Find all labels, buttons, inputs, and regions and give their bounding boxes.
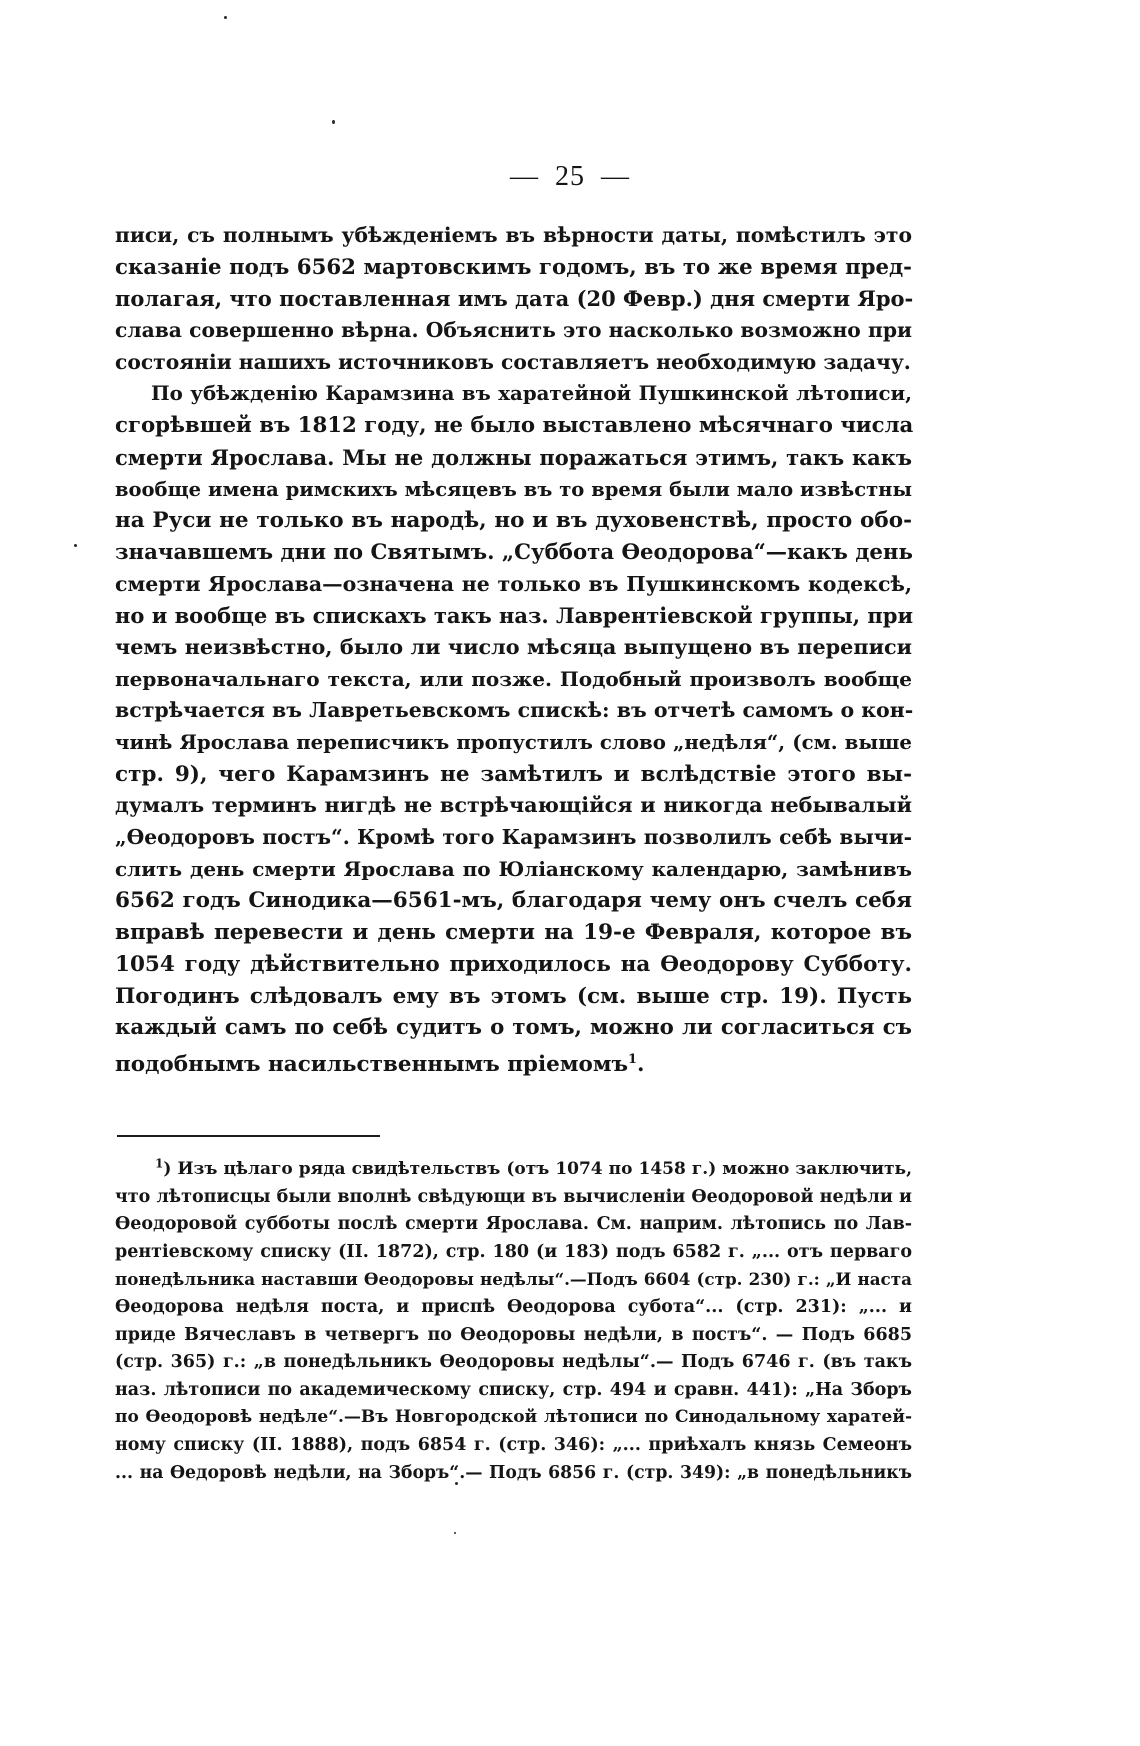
text-line: первоначальнаго текста, или позже. Подобный произволъ вообще <box>115 666 912 691</box>
footnote-line: наз. лѣтописи по академическому списку, стр. 494 и сравн. 441): „На Зборъ <box>115 1379 912 1400</box>
footnote-line: Ѳеодоровой субботы послѣ смерти Ярослава. См. наприм. лѣтопись по Лав- <box>115 1214 912 1235</box>
text-line: вообще имена римскихъ мѣсяцевъ въ то время были мало извѣстны <box>115 477 912 501</box>
footnote-line: что лѣтописцы были вполнѣ свѣдующи въ вычисленіи Ѳеодоровой недѣли и <box>115 1186 912 1207</box>
text-line: смерти Ярослава—означена не только въ Пушкинскомъ кодексѣ, <box>115 571 912 596</box>
text-line: встрѣчается въ Лавретьевскомъ спискѣ: въ отчетѣ самомъ о кон- <box>115 698 914 723</box>
footnote-marker: 1 <box>155 1156 164 1171</box>
text-line: значавшемъ дни по Святымъ. „Суббота Ѳеодорова“—какъ день <box>115 539 913 565</box>
text-line: 6562 годъ Синодика—6561-мъ, благодаря чему онъ счелъ себя <box>115 888 912 914</box>
footnote-line: Ѳеодорова недѣля поста, и приспѣ Ѳеодорова субота“... (стр. 231): „... и <box>115 1296 912 1317</box>
footnote-line-text: ) Изъ цѣлаго ряда свидѣтельствъ (отъ 1074 по 1458 г.) можно заключить, <box>163 1159 912 1179</box>
text-line: смерти Ярослава. Мы не должны поражаться этимъ, такъ какъ <box>115 444 912 470</box>
footnote <box>115 1156 912 1487</box>
page-number: 25 <box>555 161 585 192</box>
header-dash-right: — <box>601 161 630 192</box>
text-line: стр. 9), чего Карамзинъ не замѣтилъ и вслѣдствіе этого вы- <box>115 761 912 787</box>
print-speck <box>224 16 227 19</box>
text-line: вправѣ перевести и день смерти на 19-е Февраля, которое въ <box>115 920 912 946</box>
text-line: на Руси не только въ народѣ, но и въ духовенствѣ, просто обо- <box>115 508 912 534</box>
page-number-header <box>0 157 1140 197</box>
text-line: думалъ терминъ нигдѣ не встрѣчающійся и никогда небывалый <box>115 793 912 818</box>
text-line-final <box>115 1044 912 1076</box>
header-dash-left: — <box>510 161 539 192</box>
text-line: полагая, что поставленная имъ дата (20 Февр.) дня смерти Яро- <box>115 286 914 312</box>
text-line: состояніи нашихъ источниковъ составляетъ необходимую задачу. <box>115 349 911 374</box>
text-line: слава совершенно вѣрна. Объяснить это насколько возможно при <box>115 318 912 343</box>
final-line-text: подобнымъ насильственнымъ пріемомъ <box>115 1052 628 1078</box>
print-speck <box>454 1532 456 1534</box>
print-speck <box>332 120 335 124</box>
footnote-line: по Ѳеодоровѣ недѣле“.—Въ Новгородской лѣтописи по Синодальному харатей- <box>115 1407 912 1428</box>
footnote-line: рентіевскому списку (II. 1872), стр. 180 (и 183) подъ 6582 г. „... отъ перваго <box>115 1241 912 1262</box>
text-line: Погодинъ слѣдовалъ ему въ этомъ (см. выше стр. 19). Пусть <box>115 983 912 1009</box>
text-line: сказаніе подъ 6562 мартовскимъ годомъ, въ то же время пред- <box>115 254 912 280</box>
footnote-line: (стр. 365) г.: „в понедѣльникъ Ѳеодоровы недѣлы“.— Подъ 6746 г. (въ такъ <box>115 1352 912 1373</box>
footnote-separator <box>117 1135 380 1137</box>
text-line: но и вообще въ спискахъ такъ наз. Лаврентіевской группы, при <box>115 603 914 629</box>
footnote-line: приде Вячеславъ в четвергъ по Ѳеодоровы недѣли, в постъ“. — Подъ 6685 <box>115 1324 912 1345</box>
text-line: сгорѣвшей въ 1812 году, не было выставлено мѣсячнаго числа <box>115 413 914 439</box>
text-line: чемъ неизвѣстно, было ли число мѣсяца выпущено въ переписи <box>115 634 912 659</box>
text-line: каждый самъ по себѣ судитъ о томъ, можно ли согласиться съ <box>115 1015 912 1041</box>
footnote-line: понедѣльника наставши Ѳеодоровы недѣлы“.—Подъ 6604 (стр. 230) г.: „И наста <box>115 1269 912 1290</box>
footnote-line: ному списку (II. 1888), подъ 6854 г. (стр. 346): „... приѣхалъ князь Семеонъ <box>115 1434 912 1455</box>
text-line: По убѣжденію Карамзина въ харатейной Пушкинской лѣтописи, <box>151 381 912 406</box>
footnote-line: ... на Ѳедоровѣ недѣли, на Зборъ“.— Подъ 6856 г. (стр. 349): „в понедѣльникъ <box>115 1462 912 1483</box>
text-line: писи, съ полнымъ убѣжденіемъ въ вѣрности даты, помѣстилъ это <box>115 223 912 247</box>
text-line: чинѣ Ярослава переписчикъ пропустилъ слово „недѣля“, (см. выше <box>115 730 912 754</box>
text-line: 1054 году дѣйствительно приходилось на Ѳеодорову Субботу. <box>115 951 912 977</box>
print-speck <box>74 544 77 547</box>
text-line: „Ѳеодоровъ постъ“. Кромѣ того Карамзинъ позволилъ себѣ вычи- <box>115 825 912 850</box>
footnote-reference: 1 <box>628 1051 638 1067</box>
main-text <box>115 220 912 1076</box>
text-line: слить день смерти Ярослава по Юліанскому календарю, замѣнивъ <box>115 856 912 881</box>
final-line-period: . <box>637 1052 645 1078</box>
footnote-line <box>115 1156 912 1184</box>
